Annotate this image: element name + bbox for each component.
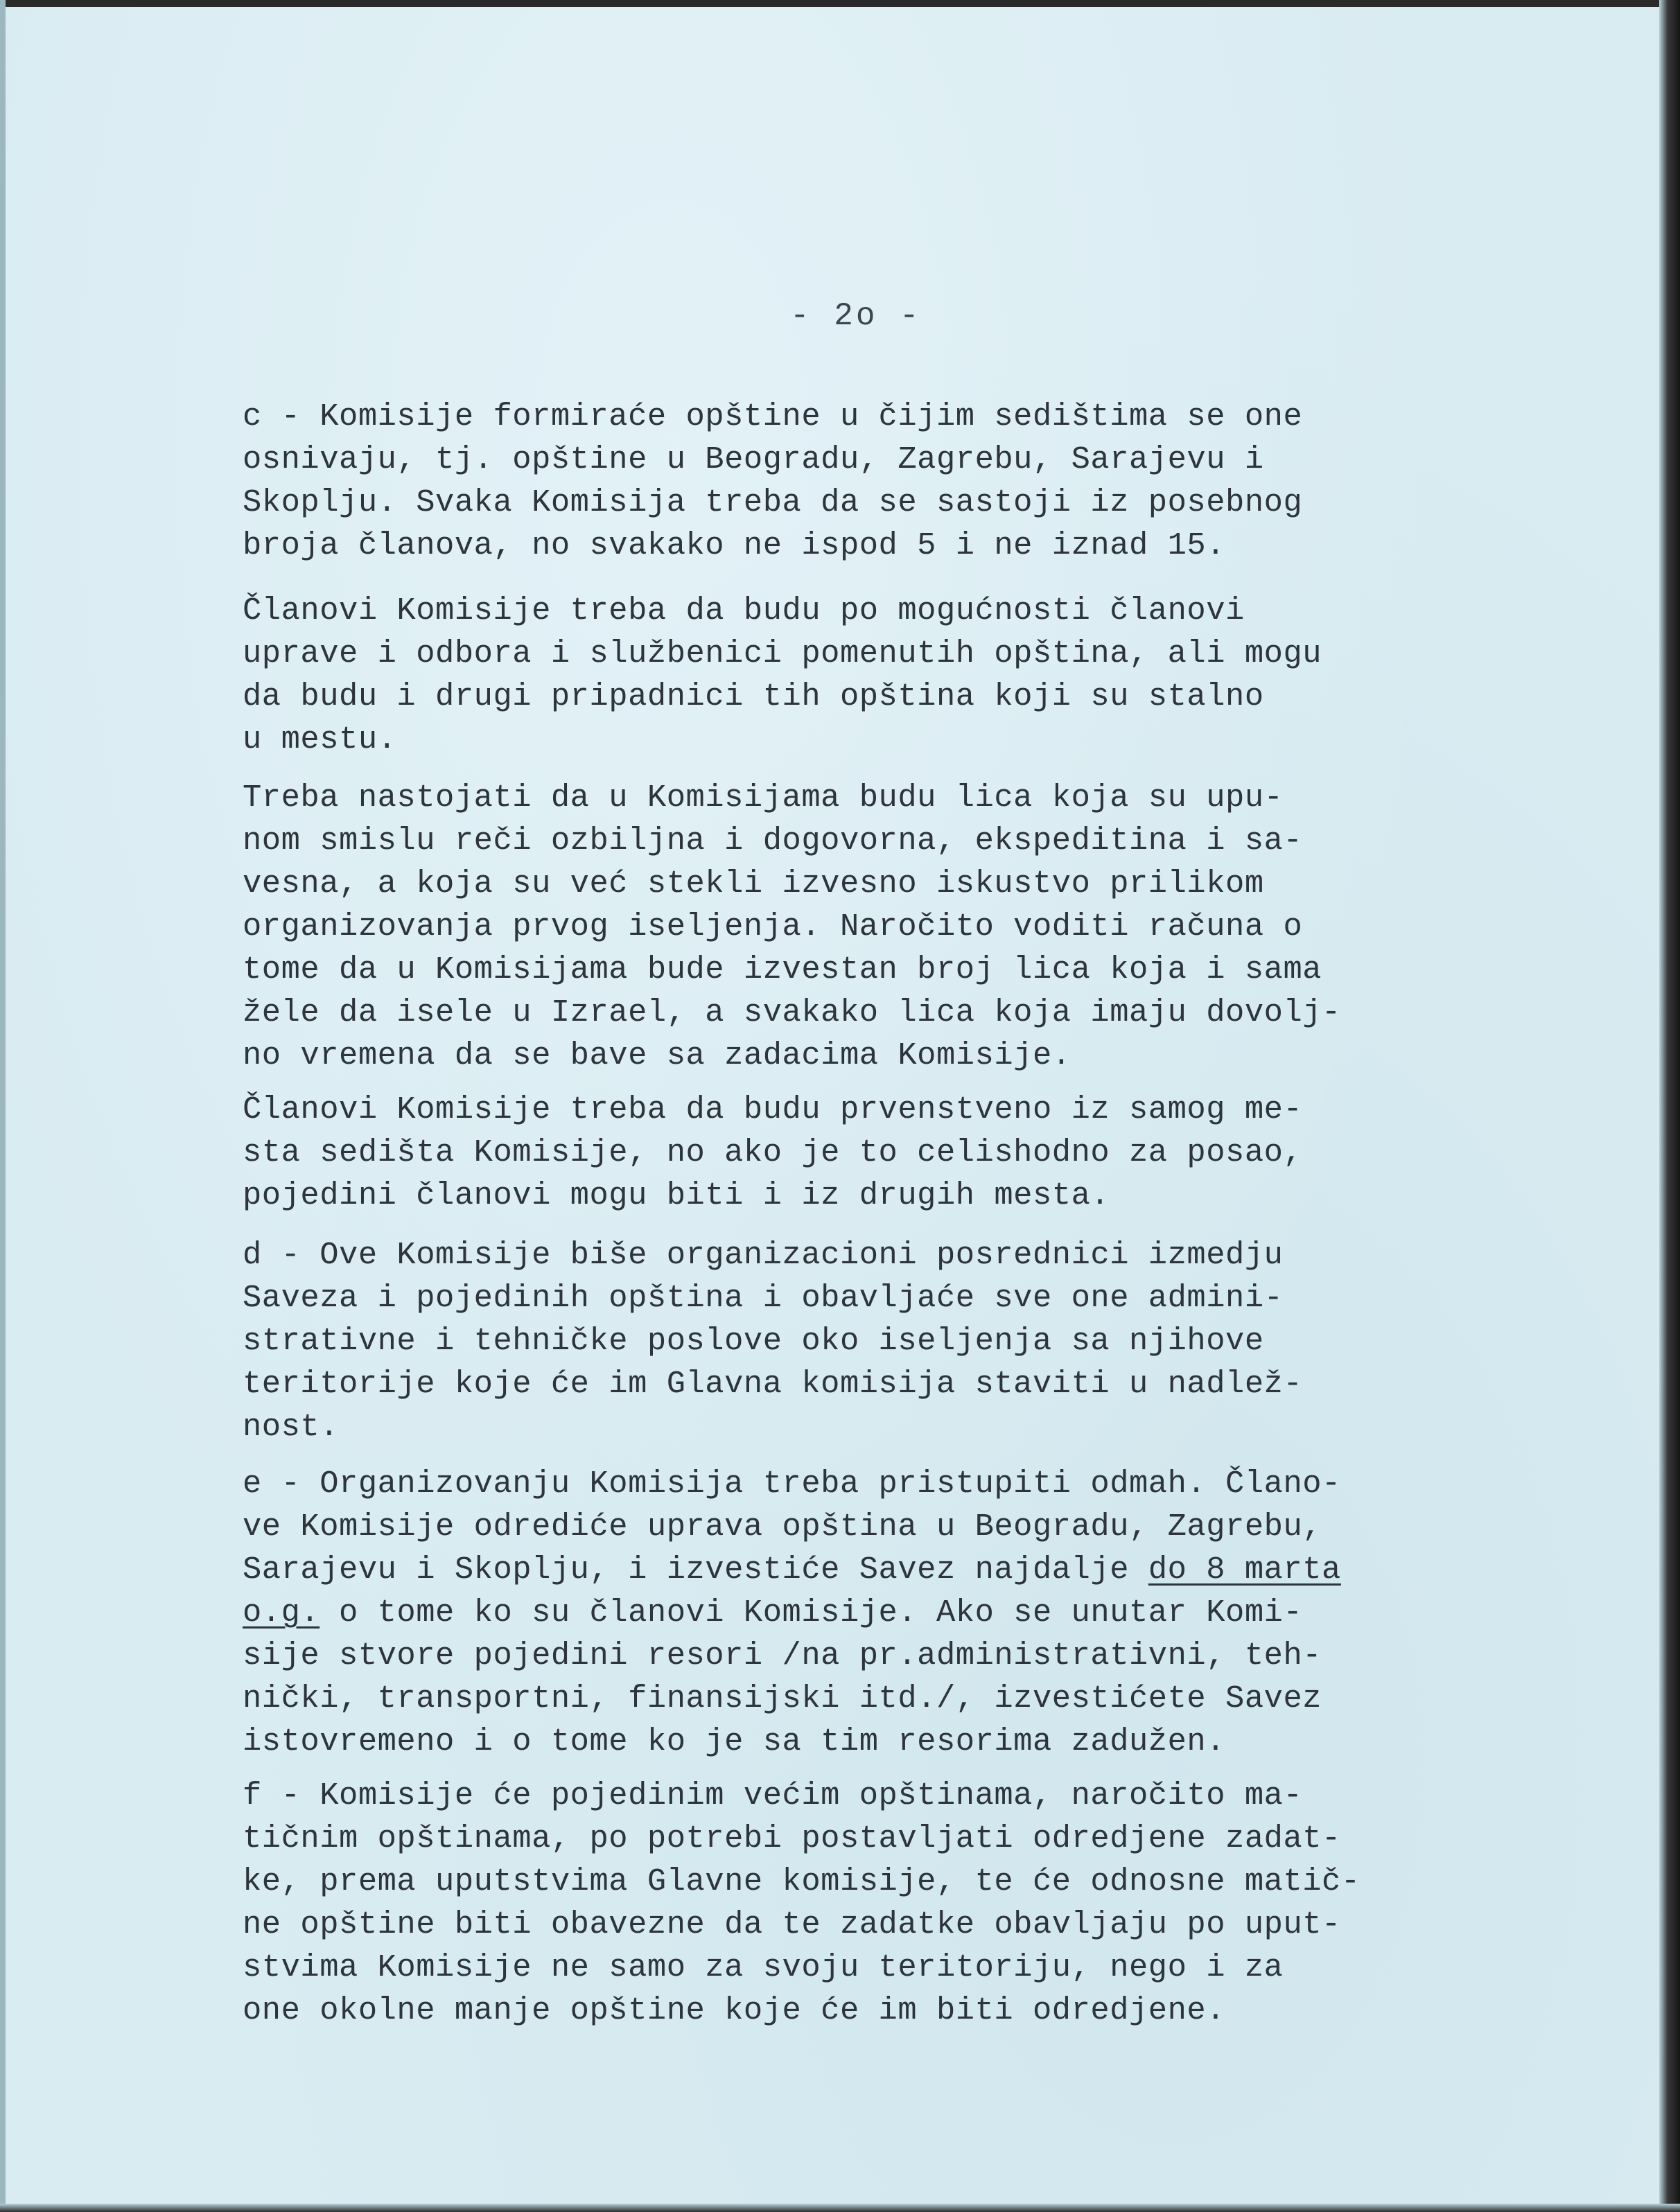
text-line: Saveza i pojedinih opština i obavljaće sve one admini- [243,1280,1284,1316]
text-line: one okolne manje opštine koje će im biti odredjene. [243,1992,1226,2028]
text-line: c - Komisije formiraće opštine u čijim sedištima se one [243,398,1303,434]
scan-edge-left [0,0,6,2212]
text-line: Skoplju. Svaka Komisija treba da se sastoji iz posebnog [243,484,1303,520]
text-line: Članovi Komisije treba da budu prvenstveno iz samog me- [243,1091,1303,1127]
text-line: tome da u Komisijama bude izvestan broj lica koja i sama [243,951,1322,988]
text-line: organizovanja prvog iseljenja. Naročito voditi računa o [243,909,1303,945]
deadline-underlined: do 8 marta [1148,1552,1341,1588]
text-line: stvima Komisije ne samo za svoju teritoriju, nego i za [243,1949,1284,1985]
text-line: da budu i drugi pripadnici tih opština koji su stalno [243,678,1264,714]
text-line: broja članova, no svakako ne ispod 5 i ne iznad 15. [243,527,1226,563]
text-line: strativne i tehničke poslove oko iseljenja sa njihove [243,1323,1264,1359]
text-line: sije stvore pojedini resori /na pr.administrativni, teh- [243,1638,1322,1674]
text-line: nički, transportni, finansijski itd./, izvestićete Savez [243,1680,1322,1717]
text-line: pojedini članovi mogu biti i iz drugih mesta. [243,1177,1110,1213]
text-line: e - Organizovanju Komisija treba pristupiti odmah. Člano- [243,1466,1341,1502]
text-line: nom smislu reči ozbiljna i dogovorna, ekspeditina i sa- [243,823,1303,859]
text-line: osnivaju, tj. opštine u Beogradu, Zagrebu, Sarajevu i [243,441,1264,477]
text-segment: o tome ko su članovi Komisije. Ako se unutar Komi- [320,1595,1303,1631]
text-line: Treba nastojati da u Komisijama budu lica koja su upu- [243,780,1284,816]
paragraph-f [243,1774,1490,2032]
paragraph-d [243,1234,1490,1448]
paragraph-members [243,589,1490,761]
text-line: sta sedišta Komisije, no ako je to celishodno za posao, [243,1134,1303,1170]
text-line: no vremena da se bave sa zadacima Komisije. [243,1037,1071,1073]
text-line: teritorije koje će im Glavna komisija staviti u nadlež- [243,1366,1303,1402]
paragraph-location [243,1088,1490,1217]
text-line: tičnim opštinama, po potrebi postavljati odredjene zadat- [243,1820,1341,1857]
page-number: - 2o - [790,298,922,334]
text-line [243,1591,1490,1634]
text-line: f - Komisije će pojedinim većim opštinama, naročito ma- [243,1778,1303,1814]
scan-edge-right [1659,0,1680,2212]
paragraph-c [243,395,1490,567]
text-line: istovremeno i o tome ko je sa tim resorima zadužen. [243,1723,1226,1759]
text-line: uprave i odbora i službenici pomenutih opština, ali mogu [243,635,1322,672]
scan-edge-top [0,0,1680,7]
text-line: ne opštine biti obavezne da te zadatke obavljaju po uput- [243,1906,1341,1942]
scan-edge-bottom [0,2204,1680,2212]
paragraph-composition [243,776,1490,1077]
text-line: ke, prema uputstvima Glavne komisije, te će odnosne matič- [243,1863,1360,1899]
text-line: ve Komisije odrediće uprava opština u Beogradu, Zagrebu, [243,1509,1322,1545]
text-line: nost. [243,1409,340,1445]
text-line: vesna, a koja su već stekli izvesno iskustvo prilikom [243,866,1264,902]
text-line: Članovi Komisije treba da budu po mogućnosti članovi [243,592,1245,629]
text-line: žele da isele u Izrael, a svakako lica koja imaju dovolj- [243,994,1341,1030]
text-line: d - Ove Komisije biše organizacioni posrednici izmedju [243,1237,1284,1273]
text-line [243,1548,1490,1591]
current-year-underlined: o.g. [243,1595,320,1631]
text-line: u mestu. [243,721,397,757]
paragraph-e [243,1462,1490,1763]
text-segment: Sarajevu i Skoplju, i izvestiće Savez najdalje [243,1552,1148,1588]
